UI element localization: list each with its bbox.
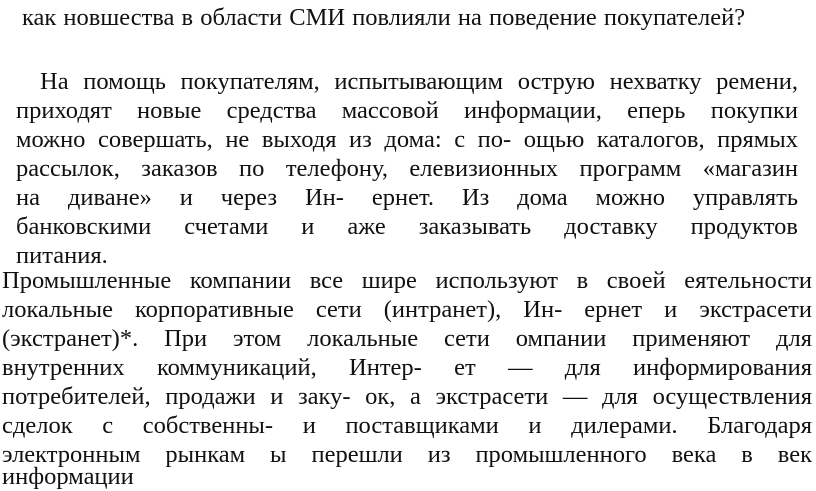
paragraph-2-line: информации [2, 463, 134, 490]
paragraph-2-line: сделок с собственны- и поставщиками и дилерами. Благодаря [2, 412, 812, 439]
paragraph-1-line: можно совершать, не выходя из дома: с по- ощью каталогов, прямых [16, 126, 798, 153]
paragraph-1-line: На помощь покупателям, испытывающим острую нехватку ремени, [40, 68, 798, 95]
paragraph-2-line: внутренних коммуникаций, Интер- ет — для информирования [2, 354, 812, 381]
paragraph-2-line: локальные корпоративные сети (интранет), Ин- ернет и экстрасети [2, 296, 812, 323]
paragraph-1-line: на диване» и через Ин- ернет. Из дома можно управлять [16, 184, 798, 211]
paragraph-2-line: электронным рынкам ы перешли из промышленного века в век [2, 441, 812, 468]
paragraph-2-line: Промышленные компании все шире используют в своей еятельности [2, 267, 812, 294]
paragraph-1-line: приходят новые средства массовой информации, еперь покупки [16, 97, 798, 124]
heading: как новшества в области СМИ повлияли на поведение покупателей? [22, 4, 746, 31]
paragraph-1-line: рассылок, заказов по телефону, елевизионных программ «магазин [16, 155, 798, 182]
paragraph-1-line: банковскими счетами и аже заказывать доставку продуктов [16, 213, 798, 240]
paragraph-2-line: потребителей, продажи и заку- ок, а экстрасети — для осуществления [2, 383, 812, 410]
paragraph-2-line: (экстранет)*. При этом локальные сети омпании применяют для [2, 325, 812, 352]
paragraph-1-line: питания. [16, 242, 108, 269]
